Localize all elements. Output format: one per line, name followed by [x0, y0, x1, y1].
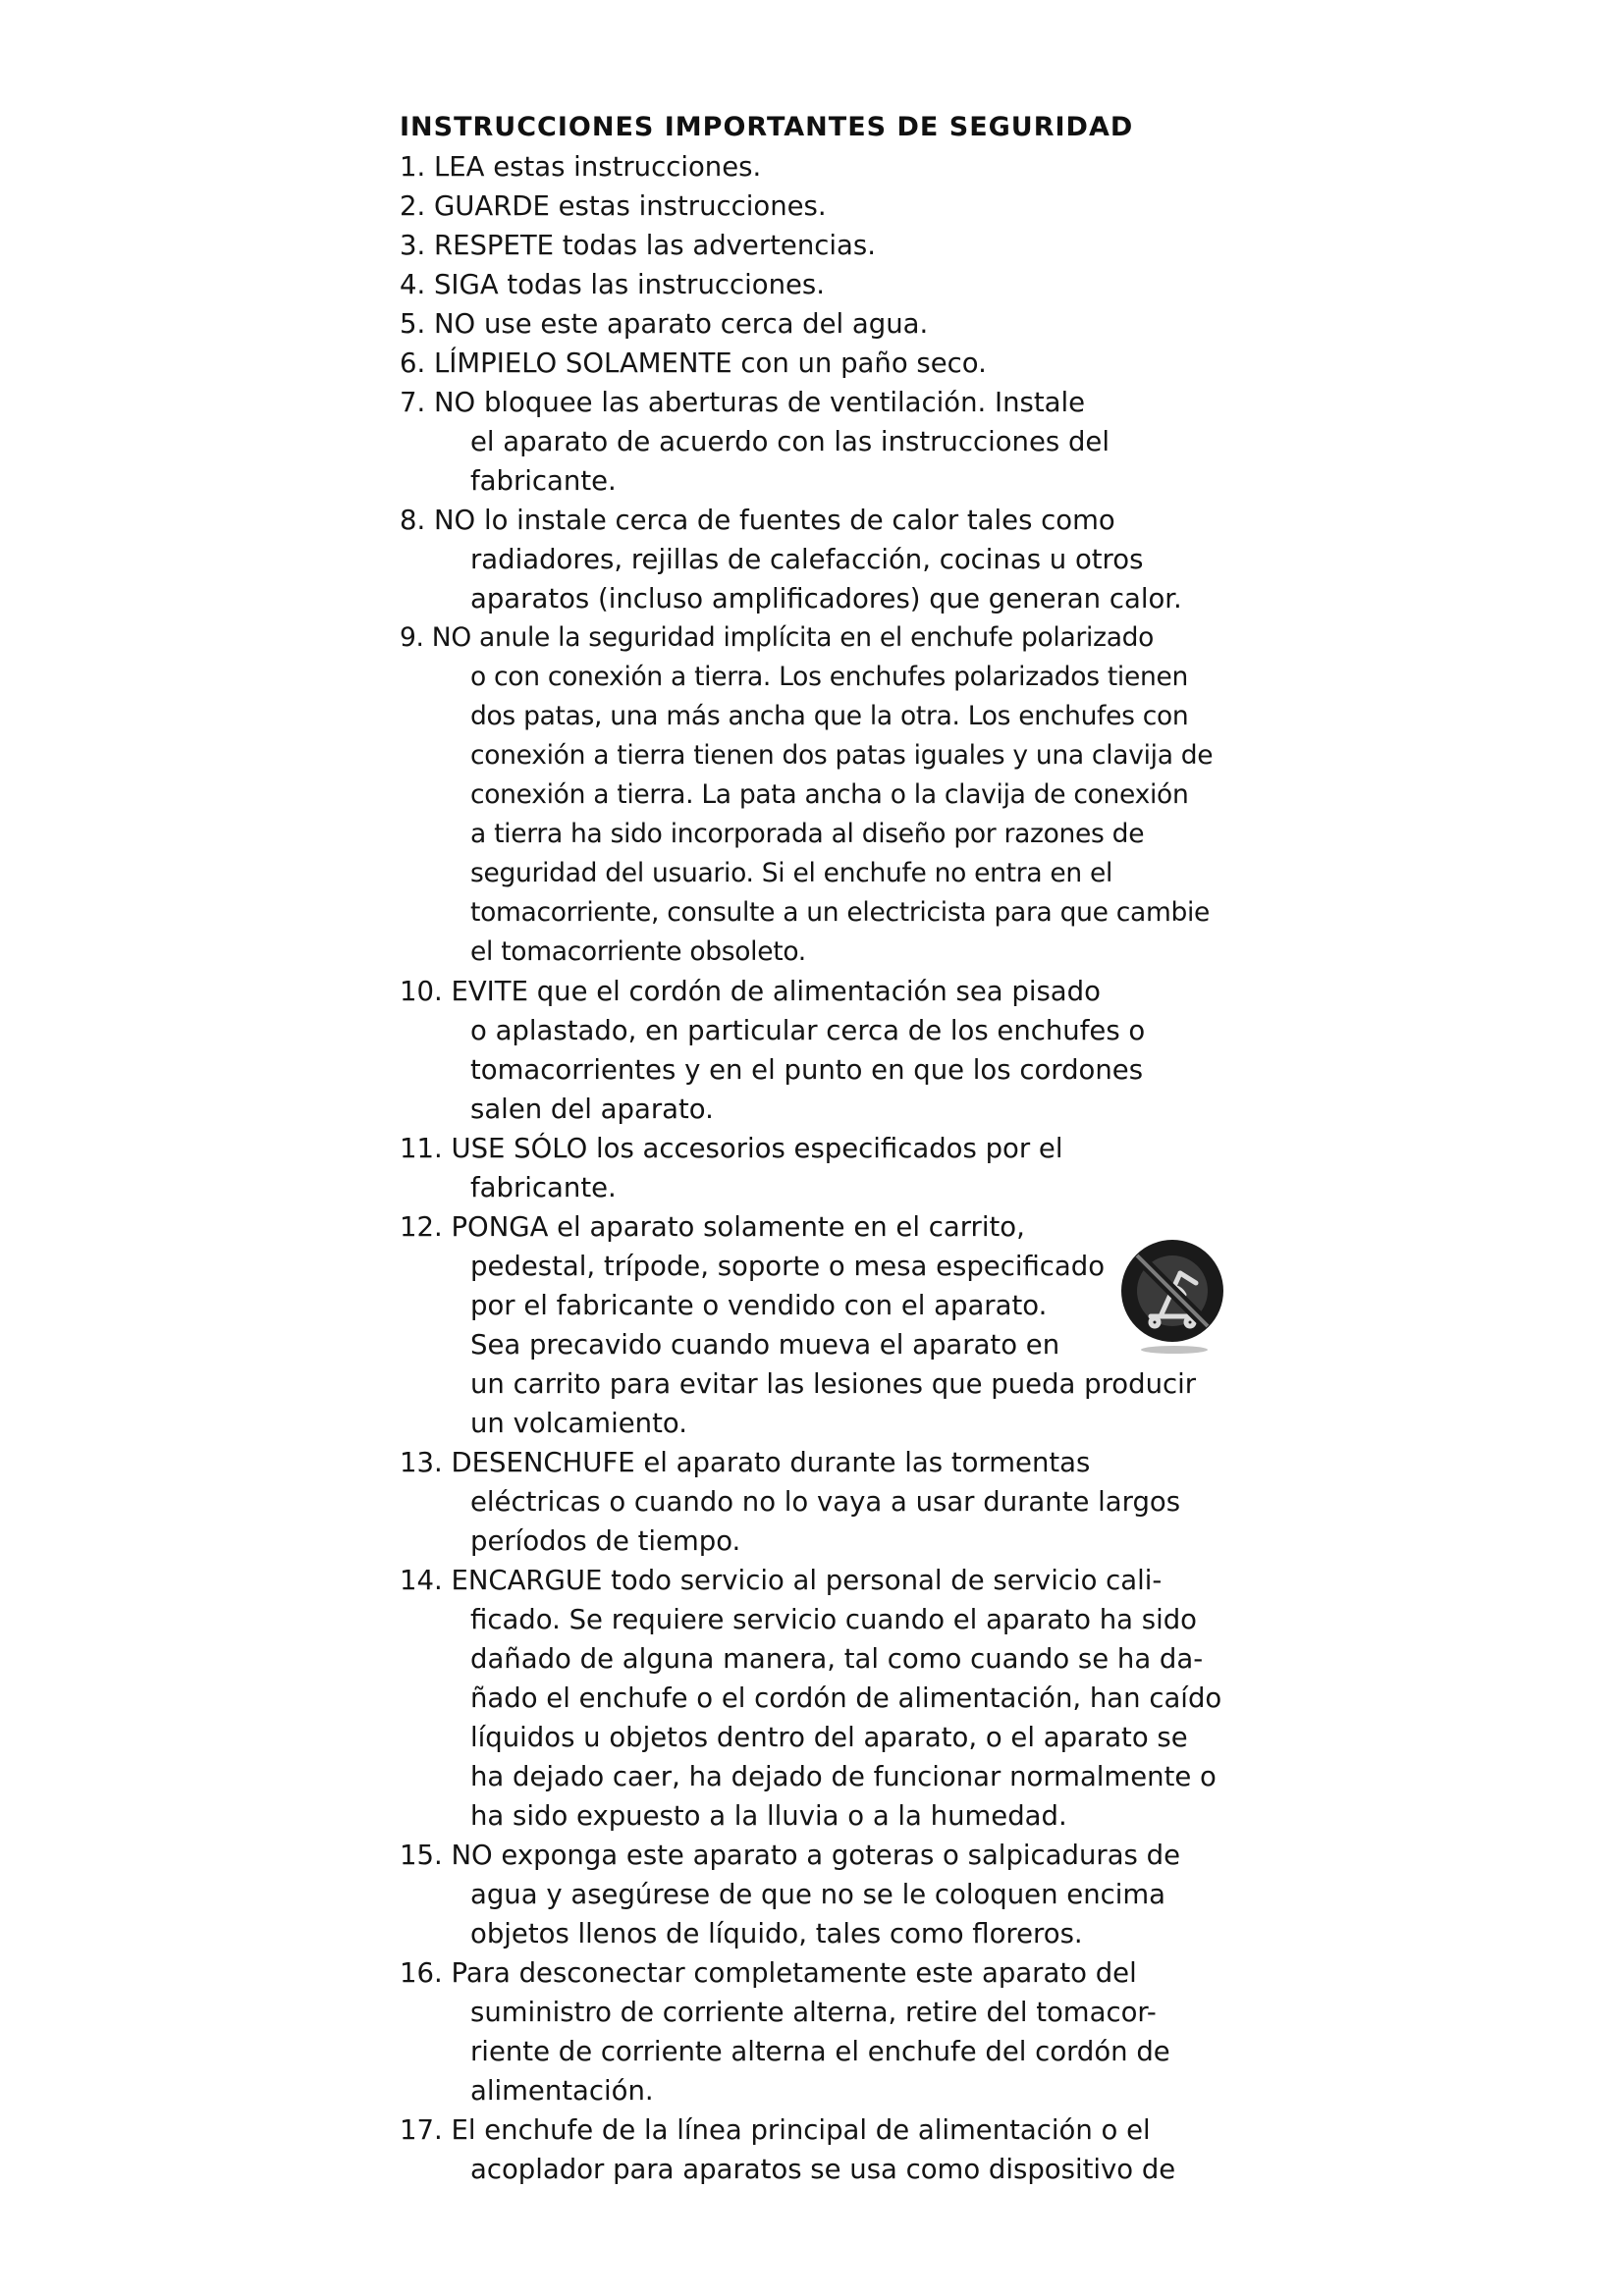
instruction-continuation-line: ñado el enchufe o el cordón de alimentación, han caído	[470, 1682, 1222, 1714]
instruction-continuation-line: radiadores, rejillas de calefacción, cocinas u otros	[470, 544, 1144, 575]
instruction-continuation-line: o con conexión a tierra. Los enchufes polarizados tienen	[470, 662, 1188, 692]
instruction-continuation-line: aparatos (incluso amplificadores) que generan calor.	[470, 583, 1182, 614]
instruction-continuation-line: a tierra ha sido incorporada al diseño por razones de	[470, 819, 1145, 849]
instruction-continuation-line: o aplastado, en particular cerca de los enchufes o	[470, 1015, 1146, 1046]
instruction-continuation-line: líquidos u objetos dentro del aparato, o el aparato se	[470, 1722, 1188, 1753]
instruction-first-line: 13. DESENCHUFE el aparato durante las tormentas	[400, 1447, 1091, 1478]
instruction-item	[400, 1953, 1254, 2110]
instruction-continuation-line: dañado de alguna manera, tal como cuando se ha da-	[470, 1643, 1204, 1675]
instruction-item	[400, 1836, 1254, 1953]
safety-instructions	[400, 108, 1254, 2189]
instruction-item	[400, 2110, 1254, 2189]
instruction-first-line: 6. LÍMPIELO SOLAMENTE con un paño seco.	[400, 347, 987, 379]
instruction-continuation-line: Sea precavido cuando mueva el aparato en	[470, 1329, 1060, 1361]
instruction-continuation-line: fabricante.	[470, 1172, 617, 1203]
instruction-item	[400, 226, 1254, 265]
instruction-first-line: 12. PONGA el aparato solamente en el carrito,	[400, 1211, 1025, 1243]
instruction-continuation-line: agua y asegúrese de que no se le coloquen encima	[470, 1879, 1166, 1910]
page-title: INSTRUCCIONES IMPORTANTES DE SEGURIDAD	[400, 112, 1134, 142]
instruction-continuation-line: objetos llenos de líquido, tales como floreros.	[470, 1918, 1083, 1949]
instruction-continuation-line: dos patas, una más ancha que la otra. Los enchufes con	[470, 701, 1189, 731]
instruction-continuation-line: tomacorrientes y en el punto en que los cordones	[470, 1054, 1144, 1086]
instruction-continuation-line: alimentación.	[470, 2075, 654, 2107]
instruction-item	[400, 147, 1254, 187]
instruction-continuation-line: ha sido expuesto a la lluvia o a la humedad.	[470, 1800, 1067, 1832]
instruction-item	[400, 501, 1254, 618]
instruction-first-line: 7. NO bloquee las aberturas de ventilación. Instale	[400, 387, 1086, 418]
instruction-first-line: 10. EVITE que el cordón de alimentación sea pisado	[400, 976, 1101, 1007]
instruction-continuation-line: por el fabricante o vendido con el aparato.	[470, 1290, 1048, 1321]
instruction-first-line: 9. NO anule la seguridad implícita en el enchufe polarizado	[400, 622, 1155, 653]
instruction-item	[400, 344, 1254, 383]
instructions-list	[400, 147, 1254, 2189]
instruction-item	[400, 265, 1254, 304]
instruction-first-line: 15. NO exponga este aparato a goteras o salpicaduras de	[400, 1840, 1181, 1871]
instruction-continuation-line: salen del aparato.	[470, 1094, 714, 1125]
instruction-continuation-line: un carrito para evitar las lesiones que pueda producir	[470, 1368, 1197, 1400]
instruction-first-line: 16. Para desconectar completamente este aparato del	[400, 1957, 1137, 1989]
instruction-item	[400, 618, 1254, 972]
instruction-item	[400, 304, 1254, 344]
cart-tip-over-warning-icon	[1111, 1230, 1239, 1358]
instruction-continuation-line: el aparato de acuerdo con las instrucciones del	[470, 426, 1110, 457]
instruction-continuation-line: conexión a tierra. La pata ancha o la clavija de conexión	[470, 779, 1189, 810]
instruction-item	[400, 1129, 1254, 1207]
instruction-continuation-line: ficado. Se requiere servicio cuando el aparato ha sido	[470, 1604, 1198, 1635]
instruction-first-line: 11. USE SÓLO los accesorios especificados por el	[400, 1133, 1063, 1164]
instruction-item	[400, 972, 1254, 1129]
instruction-continuation-line: fabricante.	[470, 465, 617, 497]
instruction-first-line: 3. RESPETE todas las advertencias.	[400, 230, 876, 261]
instruction-first-line: 17. El enchufe de la línea principal de alimentación o el	[400, 2114, 1151, 2146]
instruction-continuation-line: seguridad del usuario. Si el enchufe no entra en el	[470, 858, 1113, 888]
instruction-first-line: 1. LEA estas instrucciones.	[400, 151, 762, 183]
instruction-continuation-line: acoplador para aparatos se usa como dispositivo de	[470, 2154, 1176, 2185]
instruction-continuation-line: el tomacorriente obsoleto.	[470, 936, 806, 967]
instruction-first-line: 5. NO use este aparato cerca del agua.	[400, 308, 929, 340]
instruction-item	[400, 1443, 1254, 1561]
instruction-continuation-line: conexión a tierra tienen dos patas iguales y una clavija de	[470, 740, 1214, 771]
instruction-continuation-line: tomacorriente, consulte a un electricista para que cambie	[470, 897, 1211, 928]
instruction-first-line: 14. ENCARGUE todo servicio al personal de servicio cali-	[400, 1565, 1163, 1596]
instruction-first-line: 4. SIGA todas las instrucciones.	[400, 269, 825, 300]
instruction-continuation-line: suministro de corriente alterna, retire del tomacor-	[470, 1997, 1157, 2028]
instruction-item	[400, 1561, 1254, 1836]
instruction-item	[400, 383, 1254, 501]
instruction-continuation-line: pedestal, trípode, soporte o mesa especificado	[470, 1251, 1106, 1282]
instruction-first-line: 2. GUARDE estas instrucciones.	[400, 190, 827, 222]
instruction-first-line: 8. NO lo instale cerca de fuentes de calor tales como	[400, 505, 1115, 536]
instruction-continuation-line: un volcamiento.	[470, 1408, 687, 1439]
instruction-item	[400, 187, 1254, 226]
instruction-continuation-line: ha dejado caer, ha dejado de funcionar normalmente o	[470, 1761, 1217, 1792]
instruction-continuation-line: eléctricas o cuando no lo vaya a usar durante largos	[470, 1486, 1181, 1518]
instruction-continuation-line: períodos de tiempo.	[470, 1525, 741, 1557]
instruction-continuation-line: riente de corriente alterna el enchufe del cordón de	[470, 2036, 1170, 2067]
